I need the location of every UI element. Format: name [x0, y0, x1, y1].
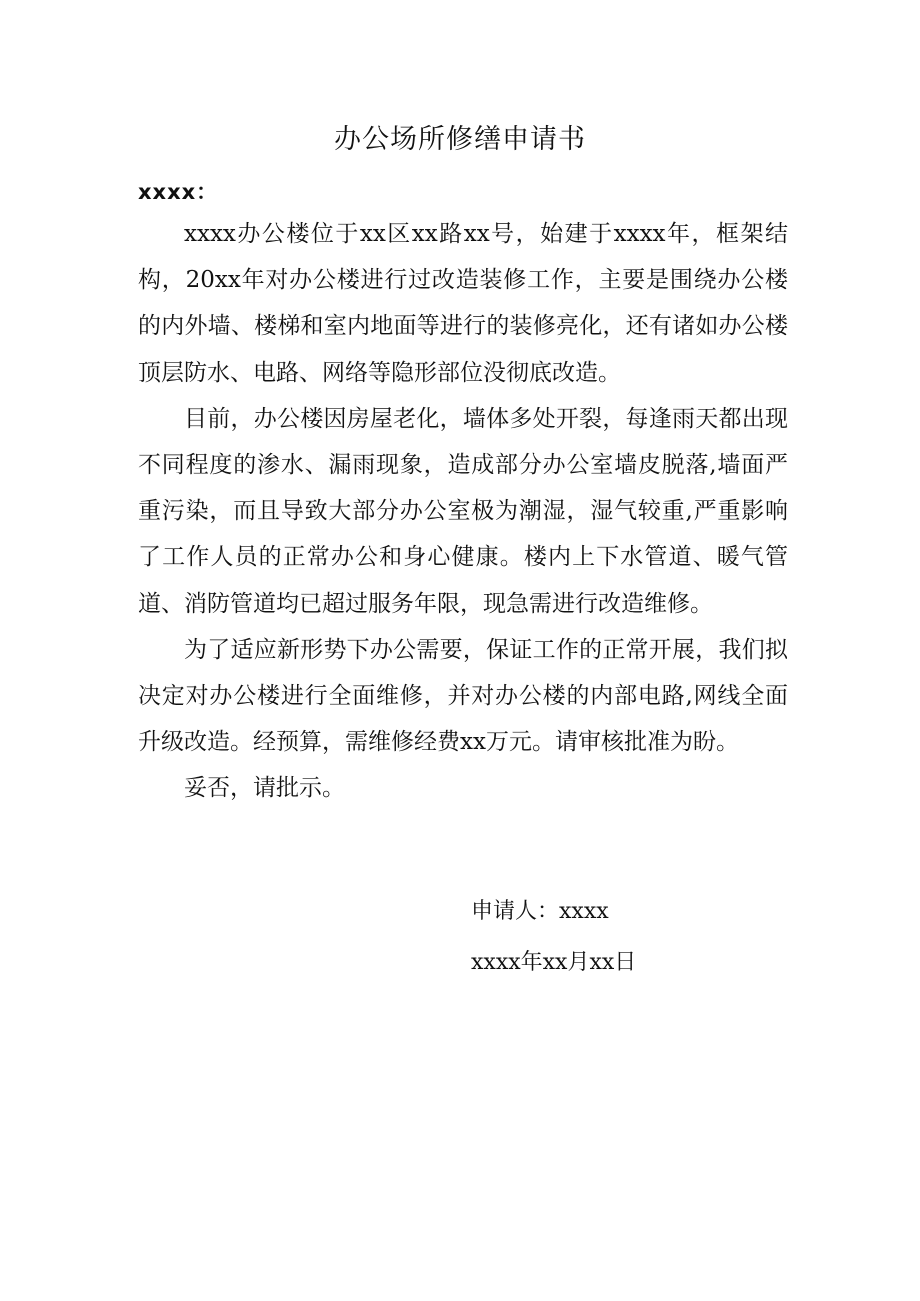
document-title: 办公场所修缮申请书 — [334, 124, 586, 155]
salutation: xxxx： — [138, 180, 219, 204]
paragraph-closing: 妥否，请批示。 — [184, 775, 345, 802]
paragraph-building-history: xxxx办公楼位于xx区xx路xx号，始建于xxxx年，框架结构，20xx年对办公楼进行过改造装修工作，主要是围绕办公楼的内外墙、楼梯和室内地面等进行的装修亮化，还有诸如办公楼顶层防水、电路、网络等隐形部位没彻底改造。 — [138, 221, 788, 386]
signature-date: xxxx年xx月xx日 — [471, 950, 637, 975]
paragraph-current-condition: 目前，办公楼因房屋老化，墙体多处开裂，每逢雨天都出现不同程度的渗水、漏雨现象，造成部分办公室墙皮脱落,墙面严重污染，而且导致大部分办公室极为潮湿，湿气较重,严重影响了工作人员的正常办公和身心健康。楼内上下水管道、暖气管道、消防管道均已超过服务年限，现急需进行改造维修。 — [138, 405, 788, 617]
applicant-signature: 申请人：xxxx — [471, 899, 609, 924]
paragraph-request: 为了适应新形势下办公需要，保证工作的正常开展，我们拟决定对办公楼进行全面维修，并对办公楼的内部电路,网线全面升级改造。经预算，需维修经费xx万元。请审核批准为盼。 — [138, 636, 788, 756]
document-body — [138, 211, 788, 812]
